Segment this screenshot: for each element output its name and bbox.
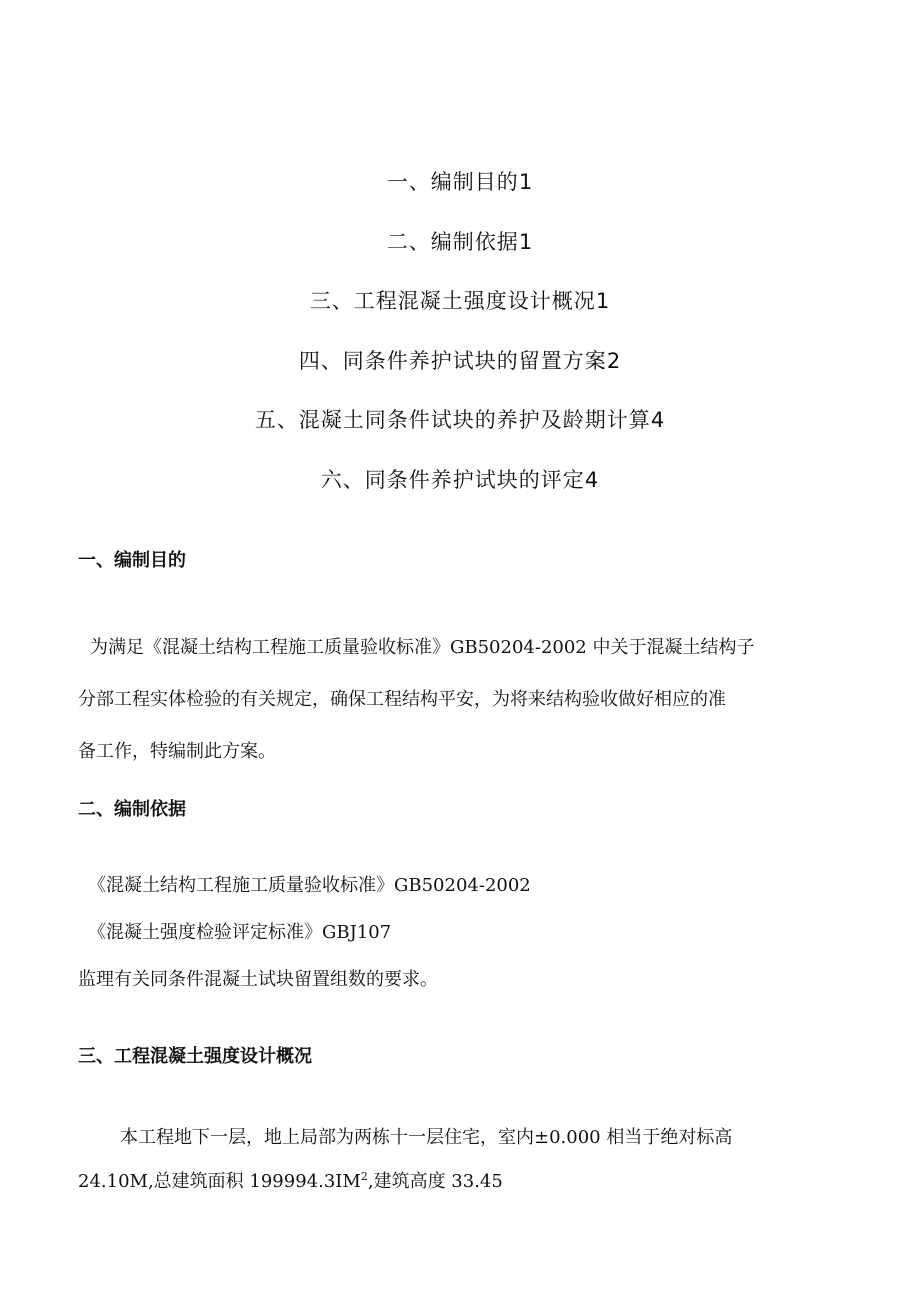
height-text: ,建筑高度 33.45 <box>367 1171 503 1192</box>
toc-entry-page: 1 <box>518 229 534 254</box>
toc-entry-label: 一、编制目的 <box>386 170 519 194</box>
toc-entry-label: 五、混凝土同条件试块的养护及龄期计算 <box>254 408 651 432</box>
toc-entry-page: 1 <box>518 170 534 194</box>
overview-paragraph <box>78 1116 732 1204</box>
toc-entry[interactable] <box>0 400 920 460</box>
list-item: 《混凝土强度检验评定标准》GBJ107 <box>88 922 392 943</box>
toc-entry[interactable] <box>0 222 920 282</box>
area-text: 24.10M,总建筑面积 199994.3IM <box>78 1171 361 1192</box>
paragraph-line <box>78 1160 732 1204</box>
toc-entry[interactable] <box>0 341 920 401</box>
list-item: 《混凝土结构工程施工质量验收标准》GB50204-2002 <box>88 875 531 896</box>
table-of-contents <box>0 162 920 519</box>
superscript-unit: 2 <box>360 1170 368 1183</box>
purpose-paragraph <box>78 622 754 778</box>
toc-entry-page: 1 <box>595 289 611 313</box>
section-heading-basis: 二、编制依据 <box>78 799 186 820</box>
toc-entry[interactable] <box>0 460 920 520</box>
section-heading-purpose: 一、编制目的 <box>78 550 186 571</box>
toc-entry-label: 三、工程混凝土强度设计概况 <box>309 289 596 313</box>
paragraph-line: 分部工程实体检验的有关规定，确保工程结构平安，为将来结构验收做好相应的准 <box>78 689 726 710</box>
toc-entry-page: 4 <box>650 408 666 432</box>
toc-entry-label: 二、编制依据 <box>386 229 519 254</box>
toc-entry[interactable] <box>0 162 920 222</box>
toc-entry-page: 4 <box>584 467 600 492</box>
paragraph-line: 为满足《混凝土结构工程施工质量验收标准》GB50204-2002 中关于混凝土结构子 <box>90 637 755 658</box>
toc-entry[interactable] <box>0 281 920 341</box>
list-item: 监理有关同条件混凝土试块留置组数的要求。 <box>78 969 438 990</box>
toc-entry-page: 2 <box>606 348 622 373</box>
toc-entry-label: 四、同条件养护试块的留置方案 <box>298 348 607 373</box>
paragraph-line: 本工程地下一层，地上局部为两栋十一层住宅，室内±0.000 相当于绝对标高 <box>120 1127 733 1148</box>
toc-entry-label: 六、同条件养护试块的评定 <box>320 467 585 492</box>
basis-list <box>78 872 531 1013</box>
paragraph-line: 备工作，特编制此方案。 <box>78 741 276 762</box>
section-heading-overview: 三、工程混凝土强度设计概况 <box>78 1046 312 1067</box>
